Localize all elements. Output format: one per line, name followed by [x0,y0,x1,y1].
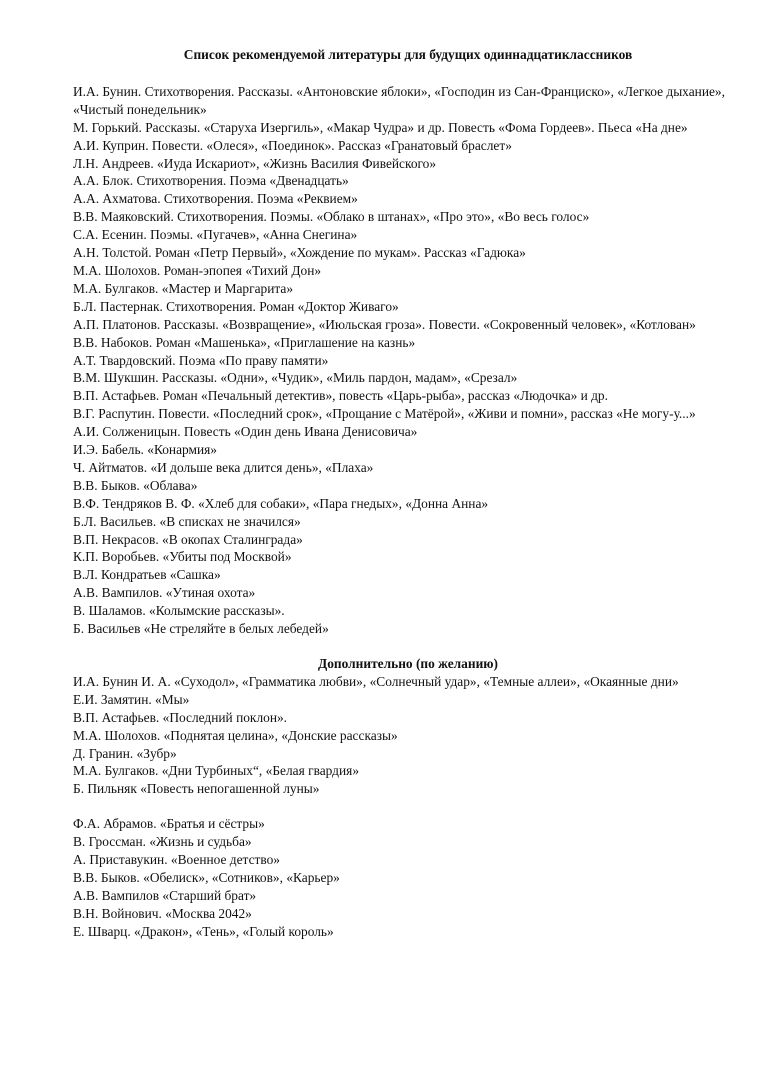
list-item: Ч. Айтматов. «И дольше века длится день», «Плаха» [73,459,374,475]
list-item: А. Приставукин. «Военное детство» [73,852,280,868]
additional-reading-list [73,673,743,798]
list-item: Л.Н. Андреев. «Иуда Искариот», «Жизнь Василия Фивейского» [73,155,437,171]
list-item: В.В. Быков. «Облава» [73,477,198,493]
list-item: А.А. Блок. Стихотворения. Поэма «Двенадцать» [73,173,349,189]
list-item: Б.Л. Васильев. «В списках не значился» [73,513,301,529]
list-item: Б. Васильев «Не стреляйте в белых лебедей» [73,621,329,637]
list-item: В. Гроссман. «Жизнь и судьба» [73,834,252,850]
list-item: А.В. Вампилов. «Утиная охота» [73,585,256,601]
list-item: В.М. Шукшин. Рассказы. «Одни», «Чудик», «Миль пардон, мадам», «Срезал» [73,370,518,386]
additional-section-title: Дополнительно (по желанию) [318,656,498,671]
list-item: В.П. Астафьев. Роман «Печальный детектив», повесть «Царь-рыба», рассказ «Людочка» и др. [73,388,608,404]
list-item: В.В. Быков. «Обелиск», «Сотников», «Карьер» [73,869,340,885]
list-item: А.Т. Твардовский. Поэма «По праву памяти» [73,352,329,368]
list-item: В. Шаламов. «Колымские рассказы». [73,603,285,619]
list-item: И.Э. Бабель. «Конармия» [73,442,218,458]
document-title: Список рекомендуемой литературы для будущих одиннадцатиклассников [183,47,633,62]
main-reading-list [73,83,743,638]
list-item: М. Горький. Рассказы. «Старуха Изергиль», «Макар Чудра» и др. Повесть «Фома Гордеев». Пьеса «На дне» [73,119,688,135]
additional-reading-list-continued [73,815,743,940]
list-item: А.В. Вампилов «Старший брат» [73,887,257,903]
list-item: Б. Пильняк «Повесть непогашенной луны» [73,781,320,797]
list-item: Е.И. Замятин. «Мы» [73,691,190,707]
list-item: Д. Гранин. «Зубр» [73,745,177,761]
section-spacer [73,798,743,815]
list-item: И.А. Бунин И. А. «Суходол», «Грамматика любви», «Солнечный удар», «Темные аллеи», «Окаянные дни» [73,673,679,689]
list-item: М.А. Шолохов. Роман-эпопея «Тихий Дон» [73,262,322,278]
list-item: Ф.А. Абрамов. «Братья и сёстры» [73,816,265,832]
list-item: В.Г. Распутин. Повести. «Последний срок», «Прощание с Матёрой», «Живи и помни», рассказ «Не могу-у...» [73,406,696,422]
list-item: В.П. Некрасов. «В окопах Сталинграда» [73,531,303,547]
list-item: В.Л. Кондратьев «Сашка» [73,567,221,583]
list-item: А.И. Солженицын. Повесть «Один день Ивана Денисовича» [73,424,418,440]
list-item: В.В. Маяковский. Стихотворения. Поэмы. «Облако в штанах», «Про это», «Во весь голос» [73,209,590,225]
list-item: В.Ф. Тендряков В. Ф. «Хлеб для собаки», «Пара гнедых», «Донна Анна» [73,495,489,511]
list-item: С.А. Есенин. Поэмы. «Пугачев», «Анна Снегина» [73,227,358,243]
list-item: М.А. Булгаков. «Мастер и Маргарита» [73,280,294,296]
list-item: М.А. Булгаков. «Дни Турбиных“, «Белая гвардия» [73,763,360,779]
list-item: М.А. Шолохов. «Поднятая целина», «Донские рассказы» [73,727,398,743]
list-item: В.П. Астафьев. «Последний поклон». [73,709,288,725]
list-item: И.А. Бунин. Стихотворения. Рассказы. «Антоновские яблоки», «Господин из Сан-Франциско», «Легкое дыхание», «Чистый понедельник» [73,83,725,117]
list-item: Е. Шварц. «Дракон», «Тень», «Голый король» [73,923,334,939]
document-page [73,46,743,941]
list-item: А.А. Ахматова. Стихотворения. Поэма «Реквием» [73,191,358,207]
list-item: Б.Л. Пастернак. Стихотворения. Роман «Доктор Живаго» [73,298,399,314]
list-item: В.Н. Войнович. «Москва 2042» [73,905,252,921]
list-item: А.И. Куприн. Повести. «Олеся», «Поединок». Рассказ «Гранатовый браслет» [73,137,512,153]
list-item: А.П. Платонов. Рассказы. «Возвращение», «Июльская гроза». Повести. «Сокровенный человек», «Котлован» [73,316,696,332]
list-item: А.Н. Толстой. Роман «Петр Первый», «Хождение по мукам». Рассказ «Гадюка» [73,245,526,261]
list-item: В.В. Набоков. Роман «Машенька», «Приглашение на казнь» [73,334,416,350]
list-item: К.П. Воробьев. «Убиты под Москвой» [73,549,292,565]
